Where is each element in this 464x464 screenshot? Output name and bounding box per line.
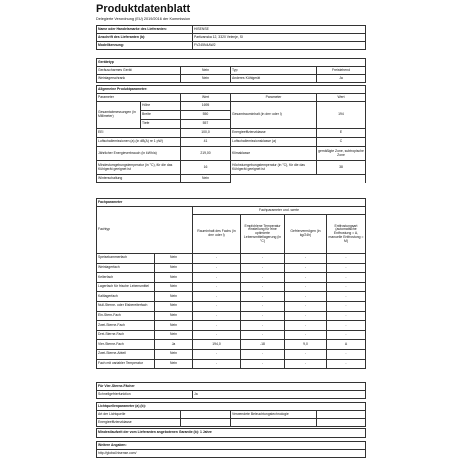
- compartment-value: -18: [241, 340, 285, 350]
- four-star-table: [96, 382, 366, 399]
- compartment-value: 194,0: [193, 340, 241, 350]
- param-label: EEI: [97, 129, 181, 138]
- compartment-value: -: [285, 330, 327, 340]
- param-label: Jährlicher Energieverbrauch (in kWh/a): [97, 147, 181, 161]
- compartment-type-header: Fachtyp: [97, 207, 193, 254]
- param-value: C: [317, 138, 366, 147]
- param-label: Mindestumgebungstemperatur (in °C), für die das Kühlgerät geeignet ist: [97, 161, 181, 175]
- compartment-value: -: [327, 349, 366, 359]
- compartment-value: -: [327, 273, 366, 283]
- further-info-table: [96, 441, 366, 458]
- param-label: Verwendete Beleuchtungstechnologie: [231, 411, 317, 419]
- compartment-present: Nein: [155, 292, 193, 302]
- compartment-value: -: [241, 292, 285, 302]
- param-value: [317, 419, 366, 427]
- compartment-value: -: [193, 282, 241, 292]
- four-star-section: Für Vier-Sterne-Fächer: [97, 383, 366, 391]
- dim-name: Tiefe: [141, 120, 181, 129]
- col-header: Gefriervermögen (in kg/24h): [285, 215, 327, 254]
- light-section: Lichtquellenparameter (a) (b):: [97, 403, 366, 411]
- device-type-table: [96, 58, 366, 83]
- compartment-value: -: [241, 330, 285, 340]
- dimensions-label: Gesamtabmessungen (in Millimeter): [97, 102, 141, 129]
- compartment-group-header: Fachparameter und -werte: [193, 207, 366, 215]
- param-label: Höchstumgebungstemperatur (in °C), für die das Kühlgerät geeignet ist: [231, 161, 317, 175]
- quick-freeze-value: Ja: [193, 391, 366, 399]
- total-volume-label: Gesamtrauminhalt (in dm³ oder l): [231, 102, 317, 129]
- compartment-value: -: [193, 330, 241, 340]
- compartment-value: -: [193, 292, 241, 302]
- compartment-value: -: [193, 254, 241, 264]
- table-row: [97, 282, 366, 292]
- compartment-present: Nein: [155, 321, 193, 331]
- compartment-value: -: [327, 359, 366, 369]
- compartment-value: -: [241, 321, 285, 331]
- param-label: Energieeffizienzklasse: [97, 419, 181, 427]
- param-value: Nein: [181, 67, 231, 75]
- param-value: gemäßigte Zone, subtropische Zone: [317, 147, 366, 161]
- compartment-value: -: [327, 292, 366, 302]
- compartment-name: Weinlagerfach: [97, 263, 155, 273]
- param-value: 100,0: [181, 129, 231, 138]
- compartment-value: -: [327, 263, 366, 273]
- device-type-section: Gerätetyp: [97, 59, 366, 67]
- param-value: [317, 411, 366, 419]
- product-data-sheet: [96, 0, 366, 464]
- compartment-present: Nein: [155, 330, 193, 340]
- compartment-name: Fach mit variabler Temperatur: [97, 359, 155, 369]
- sheet-subtitle: Delegierte Verordnung (EU) 2019/2016 der Kommission: [96, 17, 191, 21]
- param-value: [181, 419, 231, 427]
- table-row: [97, 292, 366, 302]
- compartment-value: -: [241, 349, 285, 359]
- table-row: [97, 254, 366, 264]
- supplier-name-label: Name oder Handelsmarke des Lieferanten:: [97, 26, 193, 34]
- compartment-present: Nein: [155, 301, 193, 311]
- col-header: Empfohlene Temperatur einstellung für eine optimierte Lebensmittellagerung (in °C): [241, 215, 285, 254]
- compartments-table: [96, 198, 366, 369]
- warranty-label: Mindestlaufzeit der vom Lieferanten angebotenen Garantie (b):: [98, 430, 199, 435]
- general-section: Allgemeine Produktparameter:: [97, 86, 366, 94]
- param-value: Freistehend: [317, 67, 366, 75]
- table-row: [97, 301, 366, 311]
- compartment-name: Null-Sterne- oder Eisbereiterfach: [97, 301, 155, 311]
- param-value: 41: [181, 138, 231, 147]
- compartment-present: Nein: [155, 311, 193, 321]
- compartment-value: -: [193, 273, 241, 283]
- table-row: [97, 359, 366, 369]
- compartment-value: -: [285, 349, 327, 359]
- sheet-title: Produktdatenblatt: [96, 3, 191, 15]
- further-link[interactable]: http://global.hisense.com/: [97, 450, 366, 458]
- compartment-value: -: [241, 263, 285, 273]
- light-source-table: [96, 402, 366, 427]
- col-header: Wert: [181, 94, 231, 102]
- compartment-present: Nein: [155, 359, 193, 369]
- compartment-value: -: [285, 273, 327, 283]
- compartment-name: Vier-Sterne-Fach: [97, 340, 155, 350]
- param-value: 16: [181, 161, 231, 175]
- warranty-value: 1 Jahre: [199, 430, 212, 435]
- param-label: Energieeffizienzklasse: [231, 129, 317, 138]
- param-label: Luftschallemissionen (a) (in dB(A) re 1 pW): [97, 138, 181, 147]
- compartment-value: -: [241, 359, 285, 369]
- compartment-present: Nein: [155, 282, 193, 292]
- compartment-name: Zwei-Sterne-Fach: [97, 321, 155, 331]
- compartment-value: 9,0: [285, 340, 327, 350]
- dim-value: 557: [181, 120, 231, 129]
- compartments-section: Fachparameter: [97, 199, 366, 207]
- param-label: Anderes Kühlgerät: [231, 75, 317, 83]
- general-params-table: [96, 85, 366, 183]
- compartment-value: -: [327, 282, 366, 292]
- model-value: FV245N4AW2: [193, 42, 366, 50]
- supplier-address-value: Partizanska 12, 3320 Velenje, SI: [193, 34, 366, 42]
- dim-name: Höhe: [141, 102, 181, 111]
- compartment-name: Kaltlagerfach: [97, 292, 155, 302]
- compartment-value: -: [285, 282, 327, 292]
- compartment-value: -: [285, 321, 327, 331]
- model-label: Modellkennung:: [97, 42, 193, 50]
- supplier-address-label: Anschrift des Lieferanten (b):: [97, 34, 193, 42]
- compartment-value: -: [327, 330, 366, 340]
- dim-value: 550: [181, 111, 231, 120]
- col-header: Wert: [317, 94, 366, 102]
- compartment-name: Kellerfach: [97, 273, 155, 283]
- param-value: 219,00: [181, 147, 231, 161]
- supplier-table: [96, 25, 366, 50]
- col-header: Entfrostungsart (automatische Entfrostung = A, manuelle Entfrostung = M): [327, 215, 366, 254]
- compartment-present: Nein: [155, 349, 193, 359]
- supplier-name-value: HISENSE: [193, 26, 366, 34]
- param-value: 38: [317, 161, 366, 175]
- compartment-value: -: [327, 254, 366, 264]
- warranty-table: [96, 428, 366, 438]
- quick-freeze-label: Schnellgefrierfunktion: [97, 391, 193, 399]
- param-value: E: [317, 129, 366, 138]
- param-label: Weinlagerschrank: [97, 75, 181, 83]
- param-value: Nein: [181, 75, 231, 83]
- compartment-value: -: [285, 311, 327, 321]
- compartment-name: Lagerfach für frische Lebensmittel: [97, 282, 155, 292]
- warranty-row: [97, 429, 366, 438]
- compartment-value: A: [327, 340, 366, 350]
- param-label: Geräuscharmes Gerät: [97, 67, 181, 75]
- param-label: [231, 419, 317, 427]
- compartment-value: -: [241, 254, 285, 264]
- compartment-present: Nein: [155, 254, 193, 264]
- compartment-value: -: [241, 282, 285, 292]
- compartment-present: Nein: [155, 263, 193, 273]
- param-value: Ja: [317, 75, 366, 83]
- table-row: [97, 273, 366, 283]
- col-header: Parameter: [231, 94, 317, 102]
- table-row: [97, 340, 366, 350]
- compartment-name: Speisekammerfach: [97, 254, 155, 264]
- compartment-value: -: [327, 301, 366, 311]
- compartment-value: -: [193, 321, 241, 331]
- table-row: [97, 311, 366, 321]
- col-header: Rauminhalt des Fachs (in dm³ oder l): [193, 215, 241, 254]
- col-header: Parameter: [97, 94, 181, 102]
- further-section: Weitere Angaben:: [97, 442, 366, 450]
- compartment-value: -: [241, 273, 285, 283]
- table-row: [97, 330, 366, 340]
- dim-value: 1695: [181, 102, 231, 111]
- param-label: Luftschallemissionsklasse (a): [231, 138, 317, 147]
- table-row: [97, 263, 366, 273]
- compartment-value: -: [193, 359, 241, 369]
- compartment-present: Ja: [155, 340, 193, 350]
- compartment-name: Drei-Sterne-Fach: [97, 330, 155, 340]
- compartment-present: Nein: [155, 273, 193, 283]
- compartment-name: Zwei-Sterne-Abteil: [97, 349, 155, 359]
- compartment-value: -: [241, 311, 285, 321]
- compartment-value: -: [193, 263, 241, 273]
- total-volume-value: 194: [317, 102, 366, 129]
- compartment-value: -: [241, 301, 285, 311]
- param-value: [181, 411, 231, 419]
- winter-label: Winterschaltung: [97, 175, 181, 183]
- table-row: [97, 321, 366, 331]
- compartment-name: Ein-Stern-Fach: [97, 311, 155, 321]
- table-row: [97, 349, 366, 359]
- compartment-value: -: [285, 359, 327, 369]
- param-label: Typ: [231, 67, 317, 75]
- compartment-value: -: [327, 311, 366, 321]
- compartment-value: -: [285, 263, 327, 273]
- param-label: Klimaklasse: [231, 147, 317, 161]
- compartment-value: -: [285, 292, 327, 302]
- param-label: Art der Lichtquelle: [97, 411, 181, 419]
- compartment-value: -: [285, 254, 327, 264]
- compartment-value: -: [285, 301, 327, 311]
- compartment-value: -: [193, 301, 241, 311]
- compartment-value: -: [327, 321, 366, 331]
- compartment-value: -: [193, 349, 241, 359]
- winter-value: Nein: [181, 175, 231, 183]
- dim-name: Breite: [141, 111, 181, 120]
- compartment-value: -: [193, 311, 241, 321]
